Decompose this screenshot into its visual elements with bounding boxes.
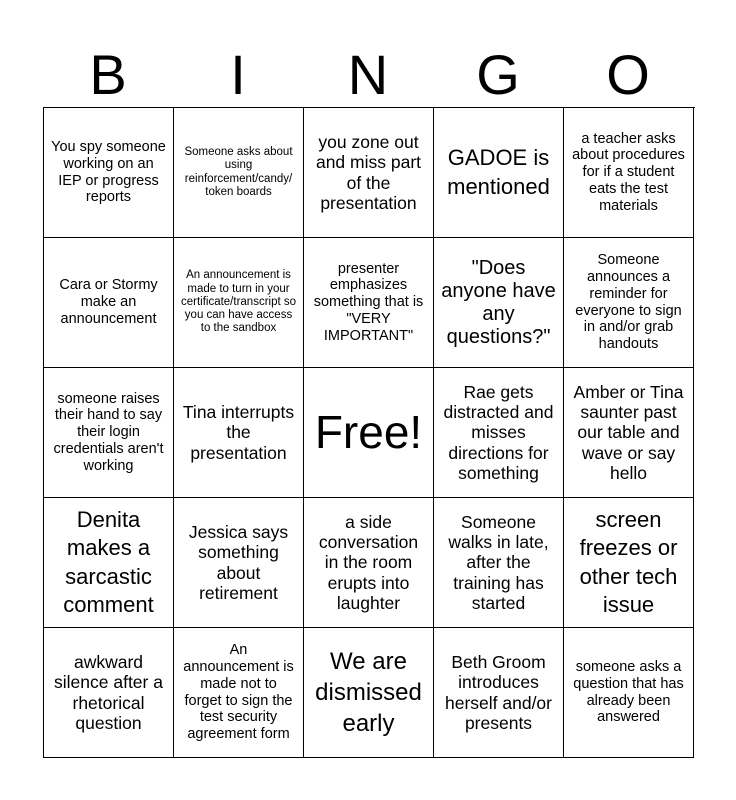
bingo-cell[interactable]: Cara or Stormy make an announcement [44, 238, 174, 368]
free-space-cell[interactable]: Free! [304, 368, 434, 498]
header-letter-g: G [476, 43, 520, 106]
bingo-cell[interactable]: Someone announces a reminder for everyone to sign in and/or grab handouts [564, 238, 694, 368]
bingo-cell[interactable]: Beth Groom introduces herself and/or presents [434, 628, 564, 758]
header-letter-o: O [606, 43, 650, 106]
bingo-cell[interactable]: presenter emphasizes something that is "VERY IMPORTANT" [304, 238, 434, 368]
header-letter-n: N [347, 43, 389, 106]
bingo-cell[interactable]: "Does anyone have any questions?" [434, 238, 564, 368]
bingo-cell[interactable]: you zone out and miss part of the presentation [304, 108, 434, 238]
bingo-cell[interactable]: Denita makes a sarcastic comment [44, 498, 174, 628]
bingo-cell[interactable]: screen freezes or other tech issue [564, 498, 694, 628]
bingo-cell[interactable]: a side conversation in the room erupts into laughter [304, 498, 434, 628]
bingo-cell[interactable]: a teacher asks about procedures for if a student eats the test materials [564, 108, 694, 238]
bingo-header [43, 40, 693, 110]
bingo-cell[interactable]: An announcement is made to turn in your certificate/transcript so you can have access to the sandbox [174, 238, 304, 368]
bingo-cell[interactable]: Someone walks in late, after the training has started [434, 498, 564, 628]
bingo-cell[interactable]: Tina interrupts the presentation [174, 368, 304, 498]
header-letter-b: B [89, 43, 127, 106]
bingo-cell[interactable]: GADOE is mentioned [434, 108, 564, 238]
bingo-cell[interactable]: We are dismissed early [304, 628, 434, 758]
bingo-board [43, 107, 695, 758]
header-letter-i: I [230, 43, 246, 106]
bingo-cell[interactable]: Someone asks about using reinforcement/candy/ token boards [174, 108, 304, 238]
bingo-cell[interactable]: Amber or Tina saunter past our table and wave or say hello [564, 368, 694, 498]
bingo-cell[interactable]: An announcement is made not to forget to sign the test security agreement form [174, 628, 304, 758]
bingo-cell[interactable]: You spy someone working on an IEP or progress reports [44, 108, 174, 238]
bingo-cell[interactable]: Rae gets distracted and misses directions for something [434, 368, 564, 498]
bingo-cell[interactable]: someone raises their hand to say their login credentials aren't working [44, 368, 174, 498]
bingo-cell[interactable]: someone asks a question that has already been answered [564, 628, 694, 758]
bingo-cell[interactable]: Jessica says something about retirement [174, 498, 304, 628]
bingo-cell[interactable]: awkward silence after a rhetorical question [44, 628, 174, 758]
